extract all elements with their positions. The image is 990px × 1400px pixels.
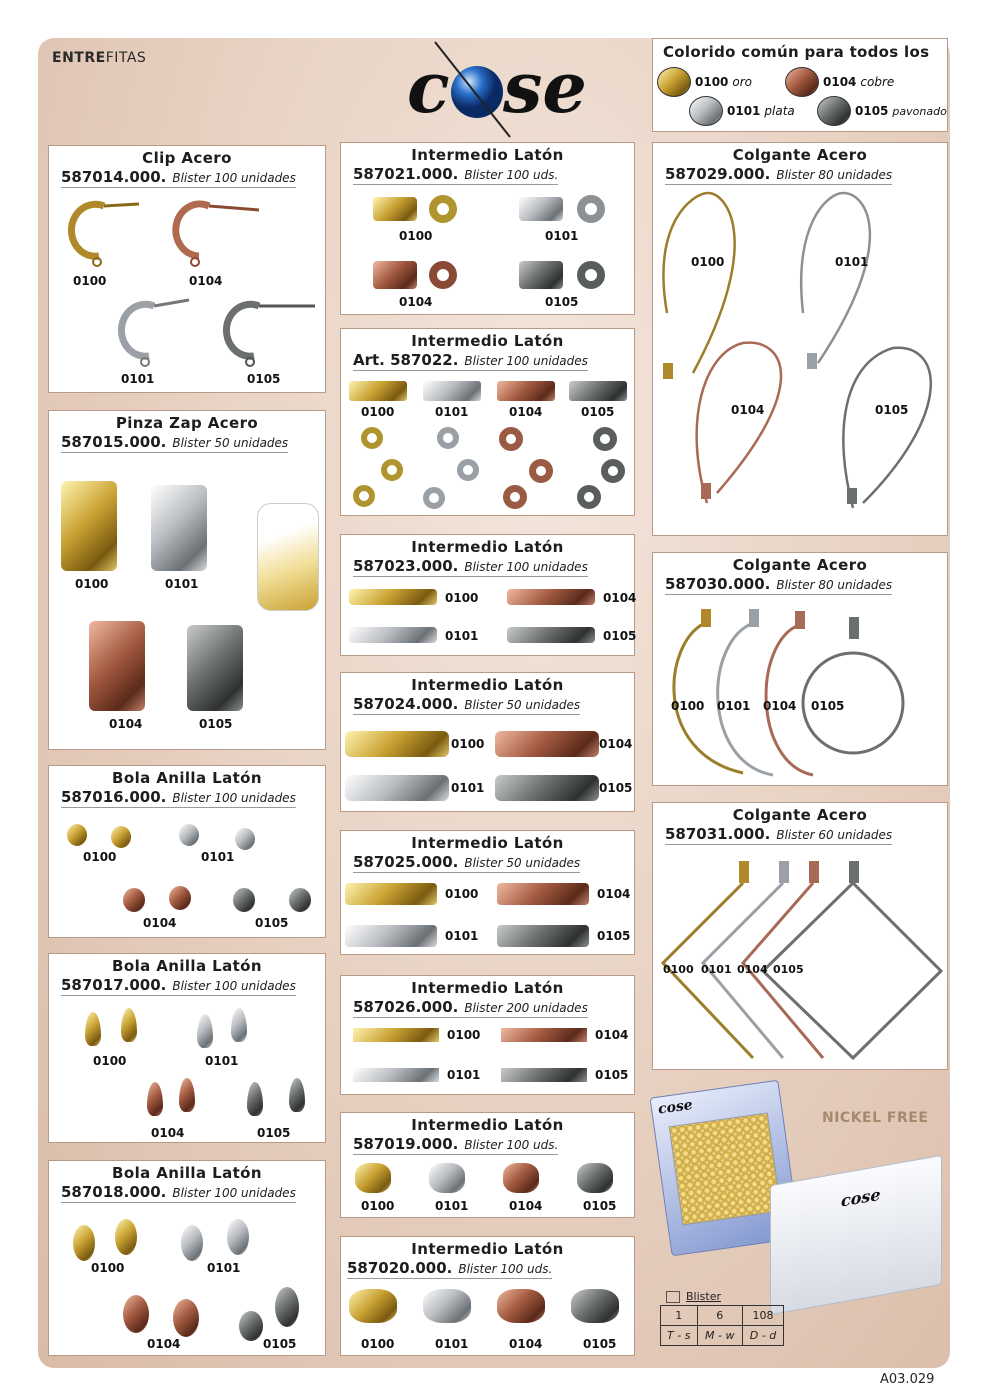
variant-code: 0104 bbox=[509, 1337, 543, 1351]
product-code: 587025.000. Blister 50 unidades bbox=[353, 853, 581, 871]
variant-code: 0100 bbox=[451, 737, 485, 751]
drop-charm-icon bbox=[289, 1078, 305, 1112]
product-title: Colgante Acero bbox=[732, 806, 868, 824]
variant-code: 0101 bbox=[835, 255, 869, 269]
round-hoop-icon bbox=[653, 603, 949, 783]
double-ball-icon bbox=[173, 1299, 199, 1337]
variant-code: 0101 bbox=[201, 850, 235, 864]
variant-code: 0105 bbox=[603, 629, 637, 643]
tube-bead-icon bbox=[497, 883, 589, 905]
tube-bead-icon bbox=[345, 775, 449, 801]
variant-code: 0104 bbox=[151, 1126, 185, 1140]
variant-code: 0101 bbox=[435, 1199, 469, 1213]
variant-code: 0104 bbox=[731, 403, 765, 417]
link-charm-icon bbox=[497, 1289, 545, 1323]
product-card bbox=[340, 1112, 635, 1218]
variant-code: 0100 bbox=[75, 577, 109, 591]
product-card bbox=[48, 953, 326, 1143]
shoe-clip-icon bbox=[61, 481, 117, 571]
variant-code: 0100 bbox=[93, 1054, 127, 1068]
spacer-ring-icon bbox=[577, 195, 605, 223]
ball-ring-icon bbox=[233, 888, 255, 912]
svg-text:c: c bbox=[407, 46, 450, 129]
variant-code: 0105 bbox=[595, 1068, 629, 1082]
tube-bead-icon bbox=[349, 589, 437, 605]
variant-code: 0100 bbox=[361, 1199, 395, 1213]
cube-bead-icon bbox=[501, 1028, 587, 1042]
variant-code: 0101 bbox=[435, 405, 469, 419]
bead-ring-icon bbox=[601, 459, 625, 483]
shoe-clip-diagram bbox=[257, 503, 319, 611]
product-card bbox=[652, 802, 948, 1070]
variant-code: 0100 bbox=[91, 1261, 125, 1275]
copper-swatch-icon bbox=[785, 67, 819, 97]
variant-code: 0105 bbox=[581, 405, 615, 419]
tube-bead-icon bbox=[345, 883, 437, 905]
variant-code: 0101 bbox=[545, 229, 579, 243]
product-code: Art. 587022. Blister 100 unidades bbox=[353, 351, 588, 369]
variant-code: 0101 bbox=[447, 1068, 481, 1082]
ball-ring-icon bbox=[123, 888, 145, 912]
product-title: Colgante Acero bbox=[732, 556, 868, 574]
variant-code: 0104 bbox=[595, 1028, 629, 1042]
tube-bead-icon bbox=[507, 589, 595, 605]
gunmetal-swatch-icon bbox=[817, 96, 851, 126]
product-title: Intermedio Latón bbox=[411, 834, 564, 852]
bead-ring-icon bbox=[423, 487, 445, 509]
tube-bead-icon bbox=[345, 925, 437, 947]
variant-code: 0100 bbox=[361, 405, 395, 419]
variant-code: 0100 bbox=[83, 850, 117, 864]
product-code: 587019.000. Blister 100 uds. bbox=[353, 1135, 559, 1153]
variant-code: 0100 bbox=[399, 229, 433, 243]
product-card bbox=[340, 142, 635, 315]
tube-bead-icon bbox=[345, 731, 449, 757]
product-title: Intermedio Latón bbox=[411, 979, 564, 997]
link-charm-icon bbox=[503, 1163, 539, 1193]
variant-code: 0100 bbox=[671, 699, 705, 713]
spacer-coil-icon bbox=[519, 197, 563, 221]
double-ball-icon bbox=[239, 1311, 263, 1341]
bead-ring-icon bbox=[457, 459, 479, 481]
spacer-coil-icon bbox=[423, 381, 481, 401]
product-code: 587026.000. Blister 200 unidades bbox=[353, 998, 588, 1016]
variant-code: 0100 bbox=[663, 963, 694, 976]
variant-code: 0104 bbox=[737, 963, 768, 976]
bead-ring-icon bbox=[437, 427, 459, 449]
bead-ring-icon bbox=[577, 485, 601, 509]
ball-ring-icon bbox=[289, 888, 311, 912]
product-code: 587016.000. Blister 100 unidades bbox=[61, 788, 296, 806]
bead-ring-icon bbox=[499, 427, 523, 451]
product-code: 587017.000. Blister 100 unidades bbox=[61, 976, 296, 994]
product-title: Intermedio Latón bbox=[411, 332, 564, 350]
double-ball-icon bbox=[227, 1219, 249, 1255]
variant-code: 0101 bbox=[207, 1261, 241, 1275]
link-charm-icon bbox=[355, 1163, 391, 1193]
variant-code: 0105 bbox=[545, 295, 579, 309]
bead-ring-icon bbox=[381, 459, 403, 481]
blister-beads bbox=[669, 1113, 782, 1226]
variant-code: 0104 bbox=[599, 737, 633, 751]
variant-code: 0105 bbox=[583, 1199, 617, 1213]
product-card bbox=[48, 410, 326, 750]
link-charm-icon bbox=[429, 1163, 465, 1193]
product-title: Intermedio Latón bbox=[411, 1240, 564, 1258]
ball-ring-icon bbox=[169, 886, 191, 910]
svg-text:se: se bbox=[503, 46, 587, 129]
product-card bbox=[48, 765, 326, 938]
cose-logo bbox=[405, 42, 587, 142]
spacer-ring-icon bbox=[429, 195, 457, 223]
shoe-clip-icon bbox=[89, 621, 145, 711]
ball-ring-icon bbox=[179, 824, 199, 846]
bead-ring-icon bbox=[503, 485, 527, 509]
nickel-free-label: NICKEL FREE bbox=[822, 1110, 929, 1126]
double-ball-icon bbox=[115, 1219, 137, 1255]
product-title: Clip Acero bbox=[142, 149, 232, 167]
product-code: 587014.000. Blister 100 unidades bbox=[61, 168, 296, 186]
variant-code: 0104 bbox=[399, 295, 433, 309]
cube-bead-icon bbox=[501, 1068, 587, 1082]
link-charm-icon bbox=[423, 1289, 471, 1323]
variant-code: 0104 bbox=[509, 405, 543, 419]
link-charm-icon bbox=[349, 1289, 397, 1323]
variant-code: 0105 bbox=[875, 403, 909, 417]
tube-bead-icon bbox=[495, 775, 599, 801]
variant-code: 0104 bbox=[147, 1337, 181, 1351]
variant-code: 0105 bbox=[811, 699, 845, 713]
product-code: 587023.000. Blister 100 unidades bbox=[353, 557, 588, 575]
drop-charm-icon bbox=[197, 1014, 213, 1048]
drop-charm-icon bbox=[231, 1008, 247, 1042]
spacer-coil-icon bbox=[497, 381, 555, 401]
variant-code: 0104 bbox=[509, 1199, 543, 1213]
product-title: Bola Anilla Latón bbox=[112, 1164, 262, 1182]
product-title: Intermedio Latón bbox=[411, 1116, 564, 1134]
variant-code: 0100 bbox=[445, 887, 479, 901]
ball-ring-icon bbox=[111, 826, 131, 848]
variant-code: 0101 bbox=[205, 1054, 239, 1068]
spacer-ring-icon bbox=[429, 261, 457, 289]
product-title: Pinza Zap Acero bbox=[115, 414, 259, 432]
product-card bbox=[340, 1236, 635, 1356]
product-card bbox=[652, 552, 948, 786]
spacer-coil-icon bbox=[519, 261, 563, 289]
product-card bbox=[340, 328, 635, 516]
variant-code: 0100 bbox=[445, 591, 479, 605]
variant-code: 0104 bbox=[597, 887, 631, 901]
variant-code: 0101 bbox=[445, 929, 479, 943]
color-legend: Colorido común para todos los 0100 oro 0104 cobre 0101 plata 0105 pavonado bbox=[652, 38, 948, 132]
variant-code: 0105 bbox=[247, 372, 281, 386]
blister-pack-logo: cose bbox=[657, 1096, 694, 1118]
shoe-clip-icon bbox=[187, 625, 243, 711]
variant-code: 0105 bbox=[597, 929, 631, 943]
variant-code: 0104 bbox=[603, 591, 637, 605]
variant-code: 0100 bbox=[691, 255, 725, 269]
variant-code: 0100 bbox=[73, 274, 107, 288]
product-code: 587029.000. Blister 80 unidades bbox=[665, 165, 893, 183]
ball-ring-icon bbox=[235, 828, 255, 850]
variant-code: 0104 bbox=[189, 274, 223, 288]
drop-charm-icon bbox=[85, 1012, 101, 1046]
product-title: Colgante Acero bbox=[732, 146, 868, 164]
drop-charm-icon bbox=[179, 1078, 195, 1112]
variant-code: 0101 bbox=[717, 699, 751, 713]
product-title: Intermedio Latón bbox=[411, 146, 564, 164]
spacer-coil-icon bbox=[569, 381, 627, 401]
bead-ring-icon bbox=[361, 427, 383, 449]
spacer-coil-icon bbox=[349, 381, 407, 401]
product-card bbox=[48, 1160, 326, 1356]
teardrop-hoop-icon bbox=[653, 183, 949, 533]
display-box-logo: cose bbox=[841, 1184, 881, 1211]
product-title: Intermedio Latón bbox=[411, 538, 564, 556]
product-card bbox=[340, 672, 635, 812]
double-ball-icon bbox=[181, 1225, 203, 1261]
drop-charm-icon bbox=[121, 1008, 137, 1042]
product-code: 587015.000. Blister 50 unidades bbox=[61, 433, 289, 451]
variant-code: 0104 bbox=[109, 717, 143, 731]
product-card bbox=[340, 534, 635, 656]
blister-quantity-table: Blister 1 6 108 T - s M - w D - d bbox=[660, 1290, 784, 1354]
cube-bead-icon bbox=[353, 1068, 439, 1082]
double-ball-icon bbox=[123, 1295, 149, 1333]
product-card bbox=[340, 975, 635, 1095]
variant-code: 0101 bbox=[451, 781, 485, 795]
spacer-ring-icon bbox=[577, 261, 605, 289]
variant-code: 0100 bbox=[361, 1337, 395, 1351]
tube-bead-icon bbox=[349, 627, 437, 643]
variant-code: 0101 bbox=[165, 577, 199, 591]
tube-bead-icon bbox=[507, 627, 595, 643]
variant-code: 0104 bbox=[763, 699, 797, 713]
cube-bead-icon bbox=[353, 1028, 439, 1042]
ball-ring-icon bbox=[67, 824, 87, 846]
product-card bbox=[652, 142, 948, 536]
variant-code: 0104 bbox=[143, 916, 177, 930]
product-code: 587030.000. Blister 80 unidades bbox=[665, 575, 893, 593]
variant-code: 0101 bbox=[701, 963, 732, 976]
product-code: 587021.000. Blister 100 uds. bbox=[353, 165, 559, 183]
product-title: Bola Anilla Latón bbox=[112, 957, 262, 975]
variant-code: 0105 bbox=[773, 963, 804, 976]
gold-swatch-icon bbox=[657, 67, 691, 97]
blister-icon bbox=[666, 1291, 680, 1303]
shoe-clip-icon bbox=[151, 485, 207, 571]
clip-earring-icon bbox=[49, 186, 327, 376]
link-charm-icon bbox=[571, 1289, 619, 1323]
square-hoop-icon bbox=[653, 853, 949, 1067]
variant-code: 0101 bbox=[121, 372, 155, 386]
variant-code: 0100 bbox=[447, 1028, 481, 1042]
drop-charm-icon bbox=[247, 1082, 263, 1116]
variant-code: 0105 bbox=[199, 717, 233, 731]
product-title: Bola Anilla Latón bbox=[112, 769, 262, 787]
variant-code: 0101 bbox=[435, 1337, 469, 1351]
product-card bbox=[48, 145, 326, 393]
bead-ring-icon bbox=[529, 459, 553, 483]
drop-charm-icon bbox=[147, 1082, 163, 1116]
tube-bead-icon bbox=[495, 731, 599, 757]
product-code: 587018.000. Blister 100 unidades bbox=[61, 1183, 296, 1201]
double-ball-icon bbox=[73, 1225, 95, 1261]
variant-code: 0105 bbox=[583, 1337, 617, 1351]
product-code: 587020.000. Blister 100 uds. bbox=[347, 1259, 553, 1277]
tube-bead-icon bbox=[497, 925, 589, 947]
silver-swatch-icon bbox=[689, 96, 723, 126]
section-header: ENTREFITAS bbox=[52, 50, 147, 66]
bead-ring-icon bbox=[353, 485, 375, 507]
product-title: Intermedio Latón bbox=[411, 676, 564, 694]
product-code: 587024.000. Blister 50 unidades bbox=[353, 695, 581, 713]
product-code: 587031.000. Blister 60 unidades bbox=[665, 825, 893, 843]
variant-code: 0105 bbox=[263, 1337, 297, 1351]
variant-code: 0105 bbox=[255, 916, 289, 930]
spacer-coil-icon bbox=[373, 197, 417, 221]
double-ball-icon bbox=[275, 1287, 299, 1327]
product-card bbox=[340, 830, 635, 955]
page-reference: A03.029 bbox=[880, 1372, 935, 1387]
variant-code: 0101 bbox=[445, 629, 479, 643]
spacer-coil-icon bbox=[373, 261, 417, 289]
bead-ring-icon bbox=[593, 427, 617, 451]
link-charm-icon bbox=[577, 1163, 613, 1193]
variant-code: 0105 bbox=[599, 781, 633, 795]
variant-code: 0105 bbox=[257, 1126, 291, 1140]
